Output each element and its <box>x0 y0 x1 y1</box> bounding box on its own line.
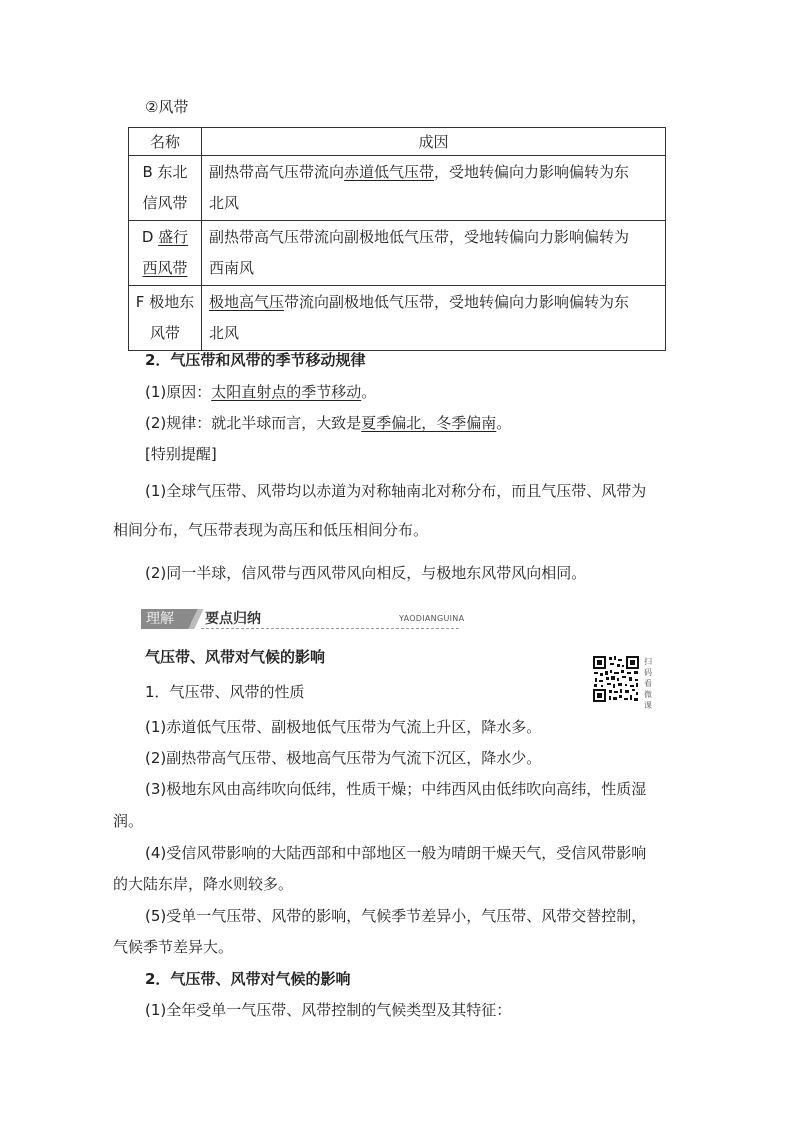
row-name-line: 信风带 <box>142 194 188 212</box>
climate-item-4-line1: (4)受信风带影响的大陆西部和中部地区一般为晴朗干燥天气，受信风带影响 <box>145 844 647 862</box>
header-cause: 成因 <box>202 128 666 156</box>
row-name-line: 风带 <box>149 324 180 342</box>
reminder-p1-line1: (1)全球气压带、风带均以赤道为对称轴南北对称分布，而且气压带、风带为 <box>145 482 647 500</box>
seasonal-rule-suffix: 。 <box>496 414 512 432</box>
row-cause-line: 北风 <box>209 194 240 212</box>
row-name-line <box>129 222 201 253</box>
cause-text: 副热带高气压带流向 <box>209 163 345 181</box>
seasonal-cause <box>145 381 376 403</box>
climate-item-2: (2)副热带高气压带、极地高气压带为气流下沉区，降水少。 <box>145 749 542 767</box>
row-name-line: B 东北 <box>142 163 188 181</box>
table-row <box>129 286 666 351</box>
row-cause-line: 副热带高气压带流向副极地低气压带，受地转偏向力影响偏转为 <box>209 228 630 246</box>
table-header-row <box>129 128 666 156</box>
climate-item-6: (1)全年受单一气压带、风带控制的气候类型及其特征： <box>145 1001 512 1019</box>
row-cause-line: 西南风 <box>209 259 255 277</box>
cause-text: 带流向副极地低气压带，受地转偏向力影响偏转为东 <box>284 293 630 311</box>
seasonal-cause-underlined: 太阳直射点的季节移动 <box>211 383 362 401</box>
climate-item-5-line1: (5)受单一气压带、风带的影响，气候季节差异小，气压带、风带交替控制， <box>145 907 647 925</box>
climate-h1: 1．气压带、风带的性质 <box>145 683 305 701</box>
cause-underlined: 极地高气压 <box>209 293 285 311</box>
banner-dashed-rule <box>201 628 459 629</box>
climate-item-3-line1: (3)极地东风由高纬吹向低纬，性质干燥；中纬西风由低纬吹向高纬，性质湿 <box>145 780 647 798</box>
cause-underlined: 赤道低气压带 <box>344 163 435 181</box>
reminder-p1-line2: 相间分布，气压带表现为高压和低压相间分布。 <box>113 521 429 539</box>
row-name-cell <box>129 221 202 286</box>
row-cause-cell <box>202 286 666 351</box>
section-wind-belts-heading: ②风带 <box>145 98 189 116</box>
reminder-label: [特别提醒] <box>145 445 217 463</box>
banner-pinyin: YAODIANGUINA <box>399 614 465 623</box>
banner-tag: 理解 <box>141 609 191 629</box>
cause-text: ，受地转偏向力影响偏转为东 <box>434 163 630 181</box>
header-name: 名称 <box>129 128 202 156</box>
row-name-cell <box>129 156 202 221</box>
qr-caption: 扫码看微课 <box>644 657 652 710</box>
row-cause-cell <box>202 156 666 221</box>
banner-title: 要点归纳 <box>205 611 261 627</box>
key-points-banner <box>141 609 465 629</box>
reminder-p2: (2)同一半球，信风带与西风带风向相反，与极地东风带风向相同。 <box>145 564 587 582</box>
name-underlined: 盛行 <box>158 228 189 246</box>
climate-h2: 2．气压带、风带对气候的影响 <box>145 970 351 988</box>
climate-item-4-line2: 的大陆东岸，降水则较多。 <box>113 875 294 893</box>
seasonal-rule-prefix: (2)规律：就北半球而言，大致是 <box>145 414 362 432</box>
row-name-line: F 极地东 <box>135 293 195 311</box>
seasonal-cause-suffix: 。 <box>361 383 377 401</box>
name-prefix: D <box>141 228 159 246</box>
qr-code-icon[interactable] <box>592 655 640 703</box>
climate-item-1: (1)赤道低气压带、副极地低气压带为气流上升区，降水多。 <box>145 718 542 736</box>
climate-item-3-line2: 润。 <box>113 812 144 830</box>
row-cause-line <box>209 287 659 318</box>
row-cause-cell <box>202 221 666 286</box>
table-row <box>129 221 666 286</box>
row-name-line <box>129 253 201 284</box>
name-underlined: 西风带 <box>142 259 188 277</box>
wind-belt-table <box>128 127 666 351</box>
seasonal-cause-prefix: (1)原因： <box>145 383 212 401</box>
table-row <box>129 156 666 221</box>
climate-item-5-line2: 气候季节差异大。 <box>113 938 234 956</box>
row-name-cell <box>129 286 202 351</box>
row-cause-line <box>209 157 659 188</box>
climate-topic: 气压带、风带对气候的影响 <box>145 648 326 666</box>
seasonal-rule-underlined: 夏季偏北，冬季偏南 <box>361 414 497 432</box>
seasonal-heading: 2．气压带和风带的季节移动规律 <box>145 351 366 369</box>
row-cause-line: 北风 <box>209 324 240 342</box>
seasonal-rule <box>145 412 511 434</box>
